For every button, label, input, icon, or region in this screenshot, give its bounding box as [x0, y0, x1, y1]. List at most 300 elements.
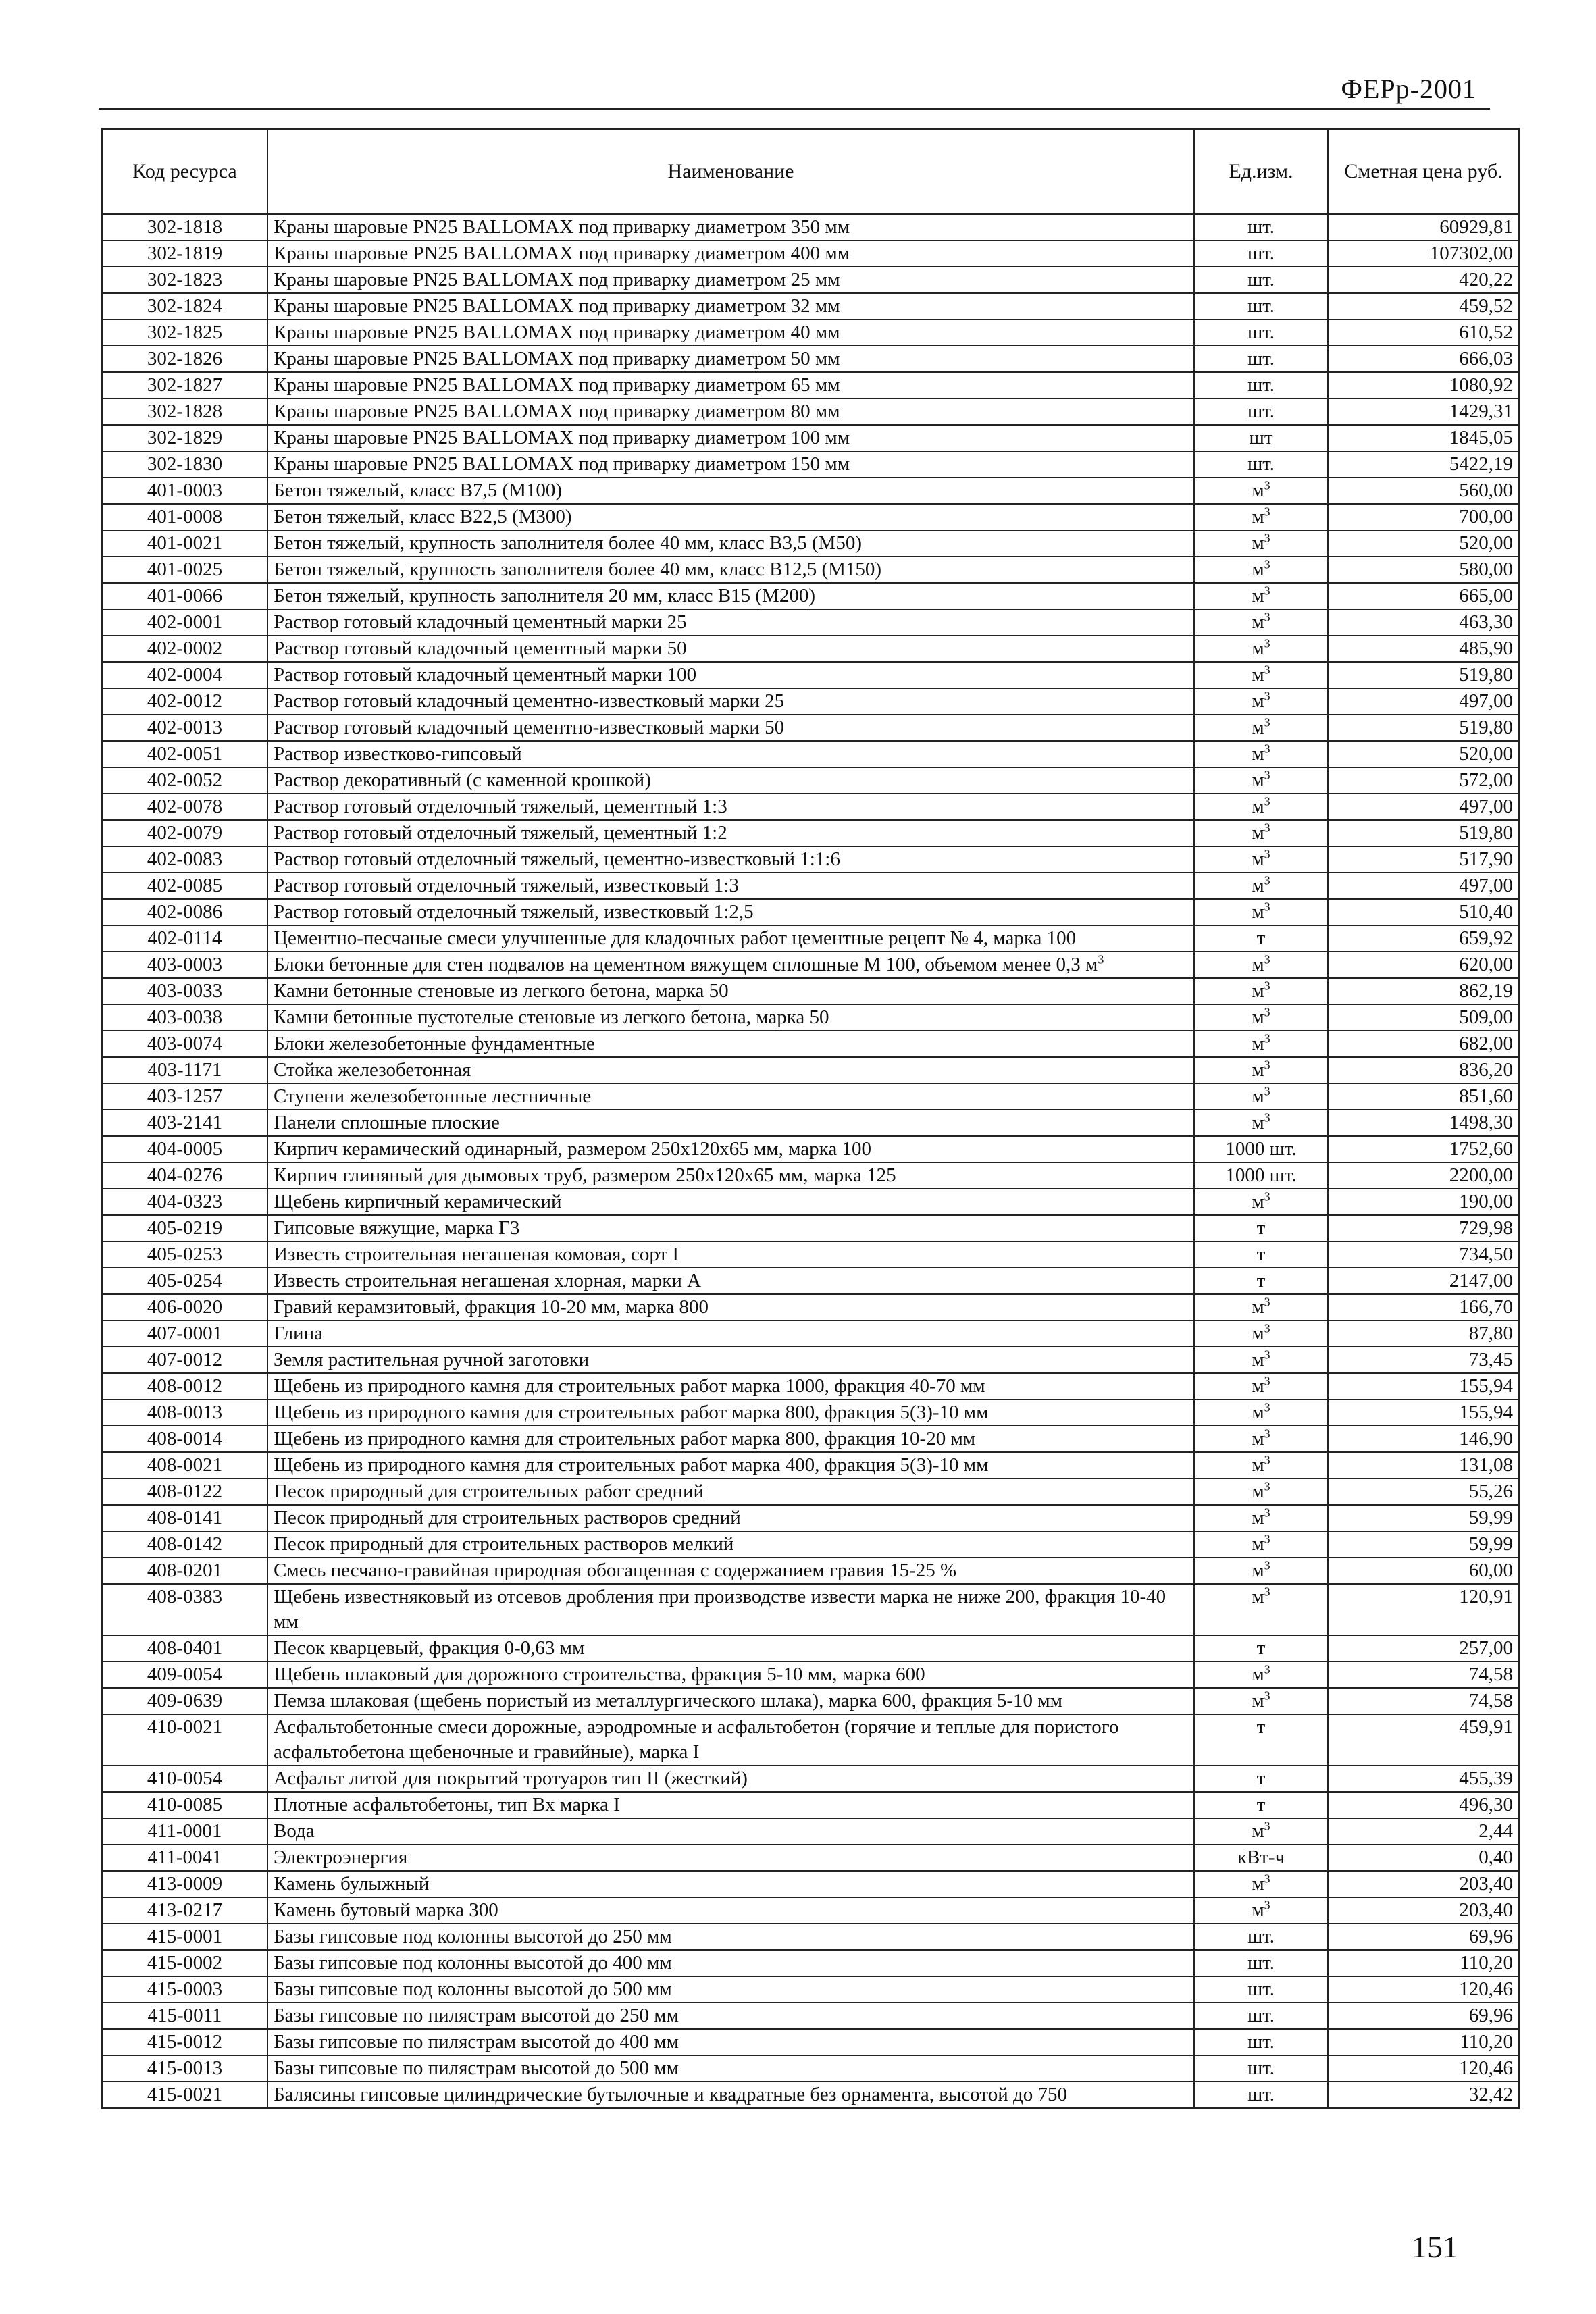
resource-name-cell	[267, 636, 1194, 662]
resource-name-cell-text: Песок природный для строительных растворов мелкий	[274, 1533, 734, 1555]
price-cell-text: 87,80	[1468, 1322, 1513, 1344]
unit-cell	[1194, 319, 1328, 346]
unit-cell-text: шт.	[1247, 1952, 1275, 1974]
price-cell-text: 73,45	[1468, 1349, 1513, 1370]
resource-code-cell-text: 401-0008	[147, 506, 223, 528]
resource-name-cell-text: Смесь песчано-гравийная природная обогащенная с содержанием гравия 15-25 %	[274, 1560, 957, 1581]
unit-cell	[1194, 1845, 1328, 1871]
resource-name-cell	[267, 1845, 1194, 1871]
resource-code-cell-text: 415-0021	[147, 2084, 223, 2105]
unit-cell-text: м	[1252, 875, 1264, 896]
price-cell-text: 120,46	[1459, 1978, 1513, 2000]
resource-name-cell	[267, 1320, 1194, 1347]
table-row	[102, 1215, 1519, 1241]
resource-name-cell-text: Раствор готовый отделочный тяжелый, цементно-известковый 1:1:6	[274, 848, 840, 870]
resource-code-cell	[102, 240, 267, 267]
superscript: 3	[1264, 1453, 1270, 1467]
unit-cell	[1194, 741, 1328, 767]
resource-code-cell	[102, 1950, 267, 1976]
unit-cell-text: т	[1256, 1270, 1266, 1291]
resource-code-cell	[102, 1399, 267, 1426]
resource-code-cell-text: 302-1826	[147, 348, 223, 369]
price-cell	[1328, 557, 1519, 583]
price-cell-text: 862,19	[1459, 980, 1513, 1002]
resource-name-cell-text: Щебень из природного камня для строительных работ марка 800, фракция 5(3)-10 мм	[274, 1402, 989, 1423]
unit-cell-text: шт.	[1247, 348, 1275, 369]
table-row	[102, 925, 1519, 952]
resource-code-cell-text: 415-0012	[147, 2031, 223, 2053]
unit-cell-text: м	[1252, 1059, 1264, 1081]
table-row	[102, 1479, 1519, 1505]
resource-code-cell	[102, 1766, 267, 1792]
resource-code-cell	[102, 873, 267, 899]
resource-name-cell	[267, 1792, 1194, 1818]
resource-name-cell	[267, 267, 1194, 293]
price-cell	[1328, 1268, 1519, 1294]
unit-cell	[1194, 504, 1328, 530]
price-cell-text: 1752,60	[1449, 1138, 1513, 1160]
resource-name-cell	[267, 583, 1194, 609]
resource-name-cell	[267, 1162, 1194, 1189]
table-row	[102, 873, 1519, 899]
superscript: 3	[1264, 1374, 1270, 1388]
unit-cell	[1194, 1189, 1328, 1215]
price-cell	[1328, 715, 1519, 741]
price-cell	[1328, 451, 1519, 478]
price-cell-text: 120,91	[1459, 1586, 1513, 1608]
price-cell-text: 519,80	[1459, 822, 1513, 844]
unit-cell-text: шт.	[1247, 401, 1275, 422]
price-cell	[1328, 767, 1519, 794]
superscript: 3	[1264, 1898, 1270, 1912]
price-cell	[1328, 240, 1519, 267]
unit-cell	[1194, 1662, 1328, 1688]
unit-cell	[1194, 609, 1328, 636]
price-cell	[1328, 1871, 1519, 1897]
resource-name-cell-text: Краны шаровые PN25 BALLOMAX под приварку диаметром 65 мм	[274, 374, 840, 396]
superscript: 3	[1264, 1189, 1270, 1204]
resource-code-cell	[102, 1792, 267, 1818]
price-cell-text: 836,20	[1459, 1059, 1513, 1081]
price-cell-text: 666,03	[1459, 348, 1513, 369]
price-cell-text: 851,60	[1459, 1085, 1513, 1107]
price-cell	[1328, 214, 1519, 240]
resource-code-cell	[102, 636, 267, 662]
table-row	[102, 1083, 1519, 1110]
table-row	[102, 662, 1519, 688]
price-cell-text: 74,58	[1468, 1690, 1513, 1712]
resource-code-cell	[102, 1347, 267, 1373]
price-cell-text: 1429,31	[1449, 401, 1513, 422]
resource-code-cell-text: 402-0012	[147, 690, 223, 712]
resource-name-cell-text: Бетон тяжелый, класс В22,5 (М300)	[274, 506, 572, 528]
unit-cell-text: м	[1252, 1586, 1264, 1608]
unit-cell-text: т	[1256, 927, 1266, 949]
resource-code-cell-text: 402-0078	[147, 796, 223, 817]
unit-cell	[1194, 2003, 1328, 2029]
price-cell-text: 74,58	[1468, 1664, 1513, 1685]
resource-code-cell	[102, 1479, 267, 1505]
resource-code-cell	[102, 1268, 267, 1294]
table-row	[102, 1426, 1519, 1452]
unit-cell	[1194, 1818, 1328, 1845]
resource-name-cell	[267, 293, 1194, 319]
unit-cell-text: м	[1252, 822, 1264, 844]
resource-name-cell	[267, 925, 1194, 952]
resource-code-cell	[102, 1584, 267, 1635]
resource-name-cell-text: Асфальтобетонные смеси дорожные, аэродромные и асфальтобетон (горячие и теплые для пористого асфальтобетона щебеночные и гравийные), марка I	[274, 1716, 1119, 1763]
resource-name-cell-text: Балясины гипсовые цилиндрические бутылочные и квадратные без орнамента, высотой до 750	[274, 2084, 1067, 2105]
resource-name-cell-text: Щебень шлаковый для дорожного строительства, фракция 5-10 мм, марка 600	[274, 1664, 925, 1685]
resource-code-cell	[102, 952, 267, 978]
unit-cell	[1194, 688, 1328, 715]
unit-cell	[1194, 1083, 1328, 1110]
unit-cell-text: м	[1252, 1428, 1264, 1449]
resource-name-cell-text: Раствор известково-гипсовый	[274, 743, 522, 765]
price-cell	[1328, 1189, 1519, 1215]
table-row	[102, 1031, 1519, 1057]
resource-code-cell	[102, 1845, 267, 1871]
resource-name-cell	[267, 1083, 1194, 1110]
resource-name-cell-text: Щебень из природного камня для строительных работ марка 1000, фракция 40-70 мм	[274, 1375, 985, 1397]
unit-cell	[1194, 846, 1328, 873]
resource-name-cell	[267, 504, 1194, 530]
price-cell	[1328, 978, 1519, 1004]
table-row	[102, 1688, 1519, 1714]
resource-code-cell	[102, 1004, 267, 1031]
resource-name-cell	[267, 1505, 1194, 1531]
resource-name-cell-text: Камни бетонные стеновые из легкого бетона, марка 50	[274, 980, 729, 1002]
unit-cell	[1194, 1479, 1328, 1505]
resource-name-cell-text: Песок природный для строительных растворов средний	[274, 1507, 741, 1528]
table-row	[102, 1320, 1519, 1347]
unit-cell	[1194, 1558, 1328, 1584]
price-cell-text: 510,40	[1459, 901, 1513, 923]
resource-name-cell	[267, 952, 1194, 978]
resource-name-cell	[267, 1294, 1194, 1320]
price-cell	[1328, 1662, 1519, 1688]
resource-name-cell-text: Глина	[274, 1322, 323, 1344]
unit-cell	[1194, 557, 1328, 583]
resource-code-cell-text: 404-0276	[147, 1164, 223, 1186]
table-row	[102, 1162, 1519, 1189]
unit-cell	[1194, 267, 1328, 293]
resource-code-cell	[102, 978, 267, 1004]
price-cell	[1328, 1004, 1519, 1031]
price-cell-text: 580,00	[1459, 559, 1513, 580]
resource-code-cell-text: 409-0054	[147, 1664, 223, 1685]
resource-name-cell	[267, 1241, 1194, 1268]
price-cell-text: 190,00	[1459, 1191, 1513, 1212]
price-cell-text: 55,26	[1468, 1481, 1513, 1502]
table-row	[102, 293, 1519, 319]
table-row	[102, 1294, 1519, 1320]
price-cell	[1328, 398, 1519, 425]
resource-name-cell	[267, 425, 1194, 451]
unit-cell	[1194, 425, 1328, 451]
table-row	[102, 1505, 1519, 1531]
unit-cell	[1194, 1976, 1328, 2003]
resource-code-cell-text: 302-1827	[147, 374, 223, 396]
price-cell-text: 203,40	[1459, 1873, 1513, 1895]
price-cell	[1328, 1845, 1519, 1871]
resource-code-cell	[102, 1531, 267, 1558]
table-row	[102, 820, 1519, 846]
resource-name-cell-text: Базы гипсовые под колонны высотой до 250 мм	[274, 1926, 672, 1947]
price-cell-text: 203,40	[1459, 1899, 1513, 1921]
unit-cell	[1194, 1688, 1328, 1714]
resource-code-cell	[102, 1818, 267, 1845]
price-cell-text: 459,91	[1459, 1716, 1513, 1738]
price-cell	[1328, 1818, 1519, 1845]
price-cell-text: 2147,00	[1449, 1270, 1513, 1291]
resource-name-cell-text: Камни бетонные пустотелые стеновые из легкого бетона, марка 50	[274, 1006, 829, 1028]
resource-code-cell-text: 402-0001	[147, 611, 223, 633]
table-row	[102, 2055, 1519, 2082]
unit-cell	[1194, 1399, 1328, 1426]
unit-cell-text: м	[1252, 532, 1264, 554]
resource-name-cell	[267, 899, 1194, 925]
resource-code-cell-text: 415-0001	[147, 1926, 223, 1947]
superscript: 3	[1264, 979, 1270, 993]
superscript: 3	[1264, 584, 1270, 598]
price-cell-text: 420,22	[1459, 269, 1513, 290]
price-cell-text: 110,20	[1460, 2031, 1513, 2053]
resource-name-cell	[267, 794, 1194, 820]
resource-code-cell	[102, 504, 267, 530]
table-row	[102, 1792, 1519, 1818]
unit-cell-text: м	[1252, 954, 1264, 975]
price-table	[101, 128, 1520, 2109]
resource-code-cell	[102, 1373, 267, 1399]
resource-code-cell-text: 408-0142	[147, 1533, 223, 1555]
resource-code-cell	[102, 1057, 267, 1083]
resource-code-cell-text: 402-0004	[147, 664, 223, 686]
price-cell-text: 659,92	[1459, 927, 1513, 949]
resource-name-cell	[267, 846, 1194, 873]
resource-name-cell	[267, 715, 1194, 741]
price-cell-text: 59,99	[1468, 1507, 1513, 1528]
price-cell	[1328, 1031, 1519, 1057]
resource-name-cell	[267, 820, 1194, 846]
resource-code-cell-text: 404-0005	[147, 1138, 223, 1160]
resource-name-cell-text: Базы гипсовые по пилястрам высотой до 400 мм	[274, 2031, 679, 2053]
price-cell-text: 69,96	[1468, 1926, 1513, 1947]
resource-name-cell	[267, 1479, 1194, 1505]
table-row	[102, 636, 1519, 662]
table-row	[102, 767, 1519, 794]
resource-code-cell-text: 403-0003	[147, 954, 223, 975]
unit-cell	[1194, 1924, 1328, 1950]
resource-name-cell	[267, 372, 1194, 398]
unit-cell-text: т	[1256, 1637, 1266, 1659]
price-cell	[1328, 1766, 1519, 1792]
resource-code-cell-text: 408-0021	[147, 1454, 223, 1476]
resource-code-cell-text: 402-0051	[147, 743, 223, 765]
table-row	[102, 1766, 1519, 1792]
table-row	[102, 1897, 1519, 1924]
price-cell	[1328, 741, 1519, 767]
resource-name-cell	[267, 319, 1194, 346]
superscript: 3	[1264, 1400, 1270, 1414]
resource-name-cell	[267, 1584, 1194, 1635]
unit-cell-text: м	[1252, 1006, 1264, 1028]
superscript: 3	[1264, 1426, 1270, 1441]
resource-code-cell-text: 401-0003	[147, 480, 223, 501]
resource-code-cell-text: 404-0323	[147, 1191, 223, 1212]
price-cell-text: 60929,81	[1439, 216, 1513, 238]
unit-cell	[1194, 240, 1328, 267]
unit-cell-text: м	[1252, 664, 1264, 686]
unit-cell	[1194, 293, 1328, 319]
price-cell-text: 1845,05	[1449, 427, 1513, 448]
price-cell	[1328, 1897, 1519, 1924]
unit-cell	[1194, 899, 1328, 925]
resource-name-cell-text: Камень булыжный	[274, 1873, 430, 1895]
resource-name-cell-text: Известь строительная негашеная хлорная, марки А	[274, 1270, 702, 1291]
table-row	[102, 1924, 1519, 1950]
price-cell	[1328, 846, 1519, 873]
resource-code-cell-text: 407-0012	[147, 1349, 223, 1370]
resource-code-cell	[102, 846, 267, 873]
resource-name-cell-text: Раствор готовый отделочный тяжелый, цементный 1:2	[274, 822, 727, 844]
unit-cell	[1194, 1584, 1328, 1635]
table-row	[102, 1976, 1519, 2003]
unit-cell	[1194, 1004, 1328, 1031]
resource-code-cell-text: 408-0383	[147, 1586, 223, 1608]
resource-name-cell	[267, 1110, 1194, 1136]
price-cell	[1328, 1320, 1519, 1347]
resource-code-cell-text: 401-0025	[147, 559, 223, 580]
resource-code-cell	[102, 688, 267, 715]
unit-cell	[1194, 1110, 1328, 1136]
resource-code-cell-text: 403-1171	[147, 1059, 222, 1081]
resource-code-cell	[102, 1189, 267, 1215]
price-cell-text: 131,08	[1459, 1454, 1513, 1476]
unit-cell-text: м	[1252, 1296, 1264, 1318]
table-row	[102, 715, 1519, 741]
unit-cell	[1194, 1792, 1328, 1818]
superscript: 3	[1264, 715, 1270, 729]
table-row	[102, 398, 1519, 425]
resource-name-cell	[267, 1452, 1194, 1479]
resource-name-cell-text: Блоки бетонные для стен подвалов на цементном вяжущем сплошные М 100, объемом менее 0,3 м	[274, 954, 1098, 975]
superscript: 3	[1264, 1662, 1270, 1676]
resource-name-cell-text: Краны шаровые PN25 BALLOMAX под приварку диаметром 150 мм	[274, 453, 850, 475]
unit-cell	[1194, 1505, 1328, 1531]
unit-cell-text: м	[1252, 1322, 1264, 1344]
resource-name-cell	[267, 1950, 1194, 1976]
superscript: 3	[1264, 478, 1270, 492]
table-row	[102, 319, 1519, 346]
resource-name-cell	[267, 557, 1194, 583]
table-row	[102, 1241, 1519, 1268]
unit-cell-text: шт.	[1247, 322, 1275, 343]
column-header-code: Код ресурса	[102, 129, 267, 214]
table-row	[102, 1818, 1519, 1845]
superscript: 3	[1264, 1347, 1270, 1362]
unit-cell-text: т	[1256, 1794, 1266, 1816]
resource-code-cell	[102, 1294, 267, 1320]
price-cell	[1328, 794, 1519, 820]
price-cell	[1328, 1505, 1519, 1531]
price-cell	[1328, 688, 1519, 715]
resource-name-cell-text: Кирпич керамический одинарный, размером 250х120х65 мм, марка 100	[274, 1138, 871, 1160]
resource-name-cell-text: Панели сплошные плоские	[274, 1112, 500, 1133]
resource-name-cell-text: Краны шаровые PN25 BALLOMAX под приварку диаметром 400 мм	[274, 242, 850, 264]
resource-code-cell	[102, 1635, 267, 1662]
table-row	[102, 451, 1519, 478]
unit-cell-text: м	[1252, 1690, 1264, 1712]
resource-code-cell	[102, 1083, 267, 1110]
unit-cell-text: м	[1252, 980, 1264, 1002]
resource-name-cell	[267, 1136, 1194, 1162]
resource-code-cell	[102, 2003, 267, 2029]
price-cell	[1328, 346, 1519, 372]
price-cell	[1328, 1162, 1519, 1189]
price-cell	[1328, 2003, 1519, 2029]
price-cell-text: 69,96	[1468, 2005, 1513, 2026]
table-row	[102, 1136, 1519, 1162]
resource-code-cell-text: 402-0086	[147, 901, 223, 923]
table-row	[102, 478, 1519, 504]
unit-cell	[1194, 2029, 1328, 2055]
resource-name-cell	[267, 2029, 1194, 2055]
resource-name-cell	[267, 1976, 1194, 2003]
price-cell	[1328, 1584, 1519, 1635]
superscript: 3	[1264, 1031, 1270, 1046]
price-cell	[1328, 319, 1519, 346]
unit-cell	[1194, 1215, 1328, 1241]
resource-name-cell-text: Плотные асфальтобетоны, тип Вх марка I	[274, 1794, 620, 1816]
resource-name-cell-text: Щебень из природного камня для строительных работ марка 400, фракция 5(3)-10 мм	[274, 1454, 989, 1476]
price-cell-text: 166,70	[1459, 1296, 1513, 1318]
resource-code-cell-text: 403-2141	[147, 1112, 223, 1133]
unit-cell-text: шт.	[1247, 2031, 1275, 2053]
unit-cell-text: м	[1252, 848, 1264, 870]
unit-cell-text: 1000 шт.	[1225, 1138, 1297, 1160]
superscript: 3	[1264, 1532, 1270, 1546]
price-cell	[1328, 293, 1519, 319]
unit-cell	[1194, 1162, 1328, 1189]
price-cell-text: 60,00	[1468, 1560, 1513, 1581]
resource-name-cell-text: Раствор готовый кладочный цементный марки 100	[274, 664, 697, 686]
document-header	[99, 68, 1490, 110]
unit-cell-text: м	[1252, 1402, 1264, 1423]
resource-code-cell	[102, 1924, 267, 1950]
resource-code-cell-text: 415-0003	[147, 1978, 223, 2000]
table-row	[102, 372, 1519, 398]
unit-cell-text: м	[1252, 1820, 1264, 1842]
unit-cell	[1194, 1373, 1328, 1399]
resource-name-cell	[267, 1031, 1194, 1057]
resource-code-cell-text: 415-0002	[147, 1952, 223, 1974]
resource-name-cell-text: Бетон тяжелый, класс В7,5 (М100)	[274, 480, 563, 501]
superscript: 3	[1264, 873, 1270, 888]
unit-cell-text: кВт-ч	[1237, 1847, 1285, 1868]
superscript: 3	[1264, 557, 1270, 571]
unit-cell-text: м	[1252, 585, 1264, 607]
resource-code-cell	[102, 1558, 267, 1584]
resource-code-cell	[102, 319, 267, 346]
resource-name-cell	[267, 1871, 1194, 1897]
resource-code-cell-text: 413-0009	[147, 1873, 223, 1895]
price-cell-text: 257,00	[1459, 1637, 1513, 1659]
resource-code-cell-text: 405-0253	[147, 1243, 223, 1265]
price-cell	[1328, 609, 1519, 636]
price-cell-text: 5422,19	[1449, 453, 1513, 475]
superscript: 3	[1264, 531, 1270, 545]
